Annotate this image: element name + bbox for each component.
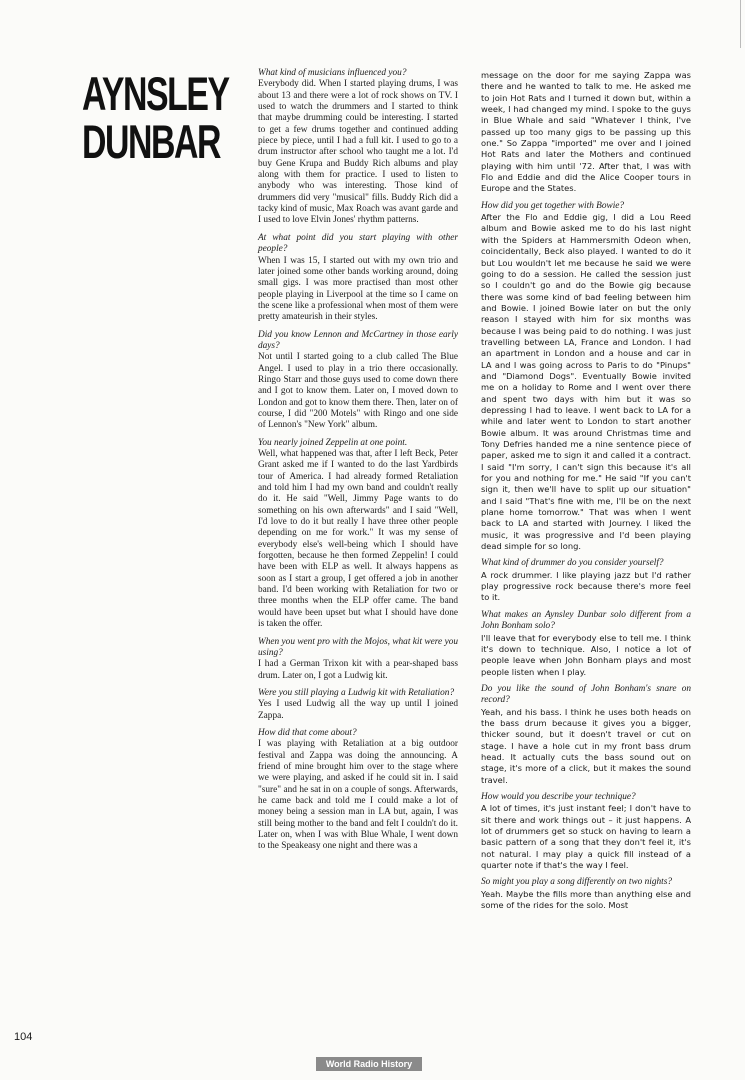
answer: A lot of times, it's just instant feel; I don't have to sit there and work things out – it just happens. A lot of drummers get so stuck on having to learn a basic pattern of a song that they don't feel it, it's not natural. I may play a quick fill instead of a quarter note if that's the way I feel. xyxy=(481,803,691,871)
answer: A rock drummer. I like playing jazz but I'd rather play progressive rock because there's more feel to it. xyxy=(481,569,691,603)
page-number: 104 xyxy=(14,1031,33,1043)
answer: Yes I used Ludwig all the way up until I joined Zappa. xyxy=(258,699,458,721)
question: What makes an Aynsley Dunbar solo different from a John Bonham solo? xyxy=(481,609,691,632)
question: So might you play a song differently on two nights? xyxy=(481,877,673,888)
question: How would you describe your technique? xyxy=(481,791,636,802)
question: At what point did you start playing with other people? xyxy=(258,232,458,255)
question: Did you know Lennon and McCartney in those early days? xyxy=(258,329,458,351)
answer: When I was 15, I started out with my own trio and later joined some other bands working around, doing small gigs. I was more practised than most other people playing in Liverpool at the time so I came on the scene like a professional when most of them were pretty amateurish in their styles. xyxy=(258,255,458,323)
answer-continued: message on the door for me saying Zappa was there and he wanted to talk to me. He asked me to join Hot Rats and I turned it down but, within a week, I had changed my mind. I spoke to the guys in Blue Whale and said "Whatever I think, I've passed up too many gigs to be passing up this one." So Zappa "imported" me over and I joined Hot Rats and later the Mothers and continued playing with him until '72. After that, I was with Flo and Eddie and did the Alice Cooper tours in Europe and the States. xyxy=(481,70,691,194)
answer: Not until I started going to a club called The Blue Angel. I used to play in a trio there occasionally. Ringo Starr and those guys used to come down there and I got to know them. Later on, I moved down to London and got to know them there. Then, later on of course, I did "200 Motels" with Ringo and one side of Lennon's "New York" album. xyxy=(258,352,458,431)
page-edge-line xyxy=(740,0,741,48)
question: Were you still playing a Ludwig kit with Retaliation? xyxy=(258,687,455,698)
answer: Yeah. Maybe the fills more than anything else and some of the rides for the solo. Most xyxy=(481,888,691,911)
column-2 xyxy=(481,70,691,917)
answer: Well, what happened was that, after I left Beck, Peter Grant asked me if I wanted to do the last Yardbirds tour of America. I had already formed Retaliation and told him I had my own band and couldn't really do it. He said "Well, Jimmy Page wants to do something on his own afterwards" and I said "Well, I'd love to do it but really I have three other people depending on me for work." It was my sense of everybody else's well-being which I should have forgotten, because he then formed Zeppelin! I could have been with ELP as well. It always happens as soon as I start a group, I get offered a job in another band. I'd been working with Retaliation for two or three months when the ELP offer came. The band would have been upset but what I should have done is taken the offer. xyxy=(258,449,458,630)
question: How did you get together with Bowie? xyxy=(481,200,625,211)
column-1 xyxy=(258,68,458,859)
question: You nearly joined Zeppelin at one point. xyxy=(258,437,408,448)
answer: Everybody did. When I started playing drums, I was about 13 and there were a lot of rock shows on TV. I used to watch the drummers and I started to think that maybe drumming could be interesting. I started to get a few drums together and continued adding piece by piece, until I had a full kit. I used to go to a drum instructor after school who taught me a lot. I'd buy Gene Krupa and Buddy Rich albums and play along with them for practice. I used to listen to anybody who was interesting. Those kind of drummers did very "musical" fills. Buddy Rich did a tacky kind of music, Max Roach was avant garde and I used to love Elvin Jones' rhythm patterns. xyxy=(258,79,458,226)
answer: I had a German Trixon kit with a pear-shaped bass drum. Later on, I got a Ludwig kit. xyxy=(258,659,458,681)
answer: I'll leave that for everybody else to tell me. I think it's down to technique. Also, I notice a lot of people leave when John Bonham plays and most people listen when I play. xyxy=(481,632,691,677)
question: Do you like the sound of John Bonham's snare on record? xyxy=(481,683,691,706)
title-line-2: DUNBAR xyxy=(82,115,220,168)
question: How did that come about? xyxy=(258,727,357,738)
answer: I was playing with Retaliation at a big outdoor festival and Zappa was doing the announcing. A friend of mine brought him over to the stage where we were playing, and asked if he could sit in. I said "sure" and he sat in on a couple of songs. Afterwards, he came back and told me I could make a lot of money being a session man in LA but, again, I was still being mother to the band and felt I couldn't do it. Later on, when I was with Blue Whale, I went down to the Speakeasy one night and there was a xyxy=(258,739,458,852)
question: What kind of musicians influenced you? xyxy=(258,68,407,78)
answer: Yeah, and his bass. I think he uses both heads on the bass drum because it gives you a bigger, thicker sound, but it doesn't travel or cut on stage. I have a hole cut in my front bass drum head. It actually cuts the bass sound out on stage, it's more of a click, but it makes the sound travel. xyxy=(481,706,691,785)
article-title xyxy=(82,67,229,168)
answer: After the Flo and Eddie gig, I did a Lou Reed album and Bowie asked me to do his last night with the Spiders at Hammersmith Odeon when, coincidentally, Beck also played. I wanted to do it but Lou wouldn't let me because he said we were going to do a session. He called the session just so I couldn't go and do the Bowie gig because there was some kind of bad feeling between him and Bowie. I joined Bowie later on but the only reason I stayed with him for six months was because I was being paid to do nothing. I was just travelling between LA, France and London. I had an apartment in London and a house and car in LA and I was going across to Paris to do "Pinups" and "Diamond Dogs". Eventually Bowie invited me on a holiday to Rome and I went over there and spent two days with him but it was so depressing I had to leave. I went back to LA for a while and later went to London to start another Bowie album. It was around Christmas time and Tony Defries handed me a nine sentence piece of paper, asked me to sign it and called it a contract. I said "I'm sorry, I can't sign this because it's all for you and nothing for me." He said "If you can't sign it, then we'll have to split up our situation" and I said "That's fine with me, I'll be on the next plane home tomorrow." That was when I went back to LA and started with Journey. I liked the music, it was progressive and I'd been playing dead simple for so long. xyxy=(481,212,691,552)
question: What kind of drummer do you consider yourself? xyxy=(481,558,664,569)
title-line-1: AYNSLEY xyxy=(82,67,229,120)
question: When you went pro with the Mojos, what kit were you using? xyxy=(258,636,458,658)
footer-watermark: World Radio History xyxy=(316,1057,422,1071)
